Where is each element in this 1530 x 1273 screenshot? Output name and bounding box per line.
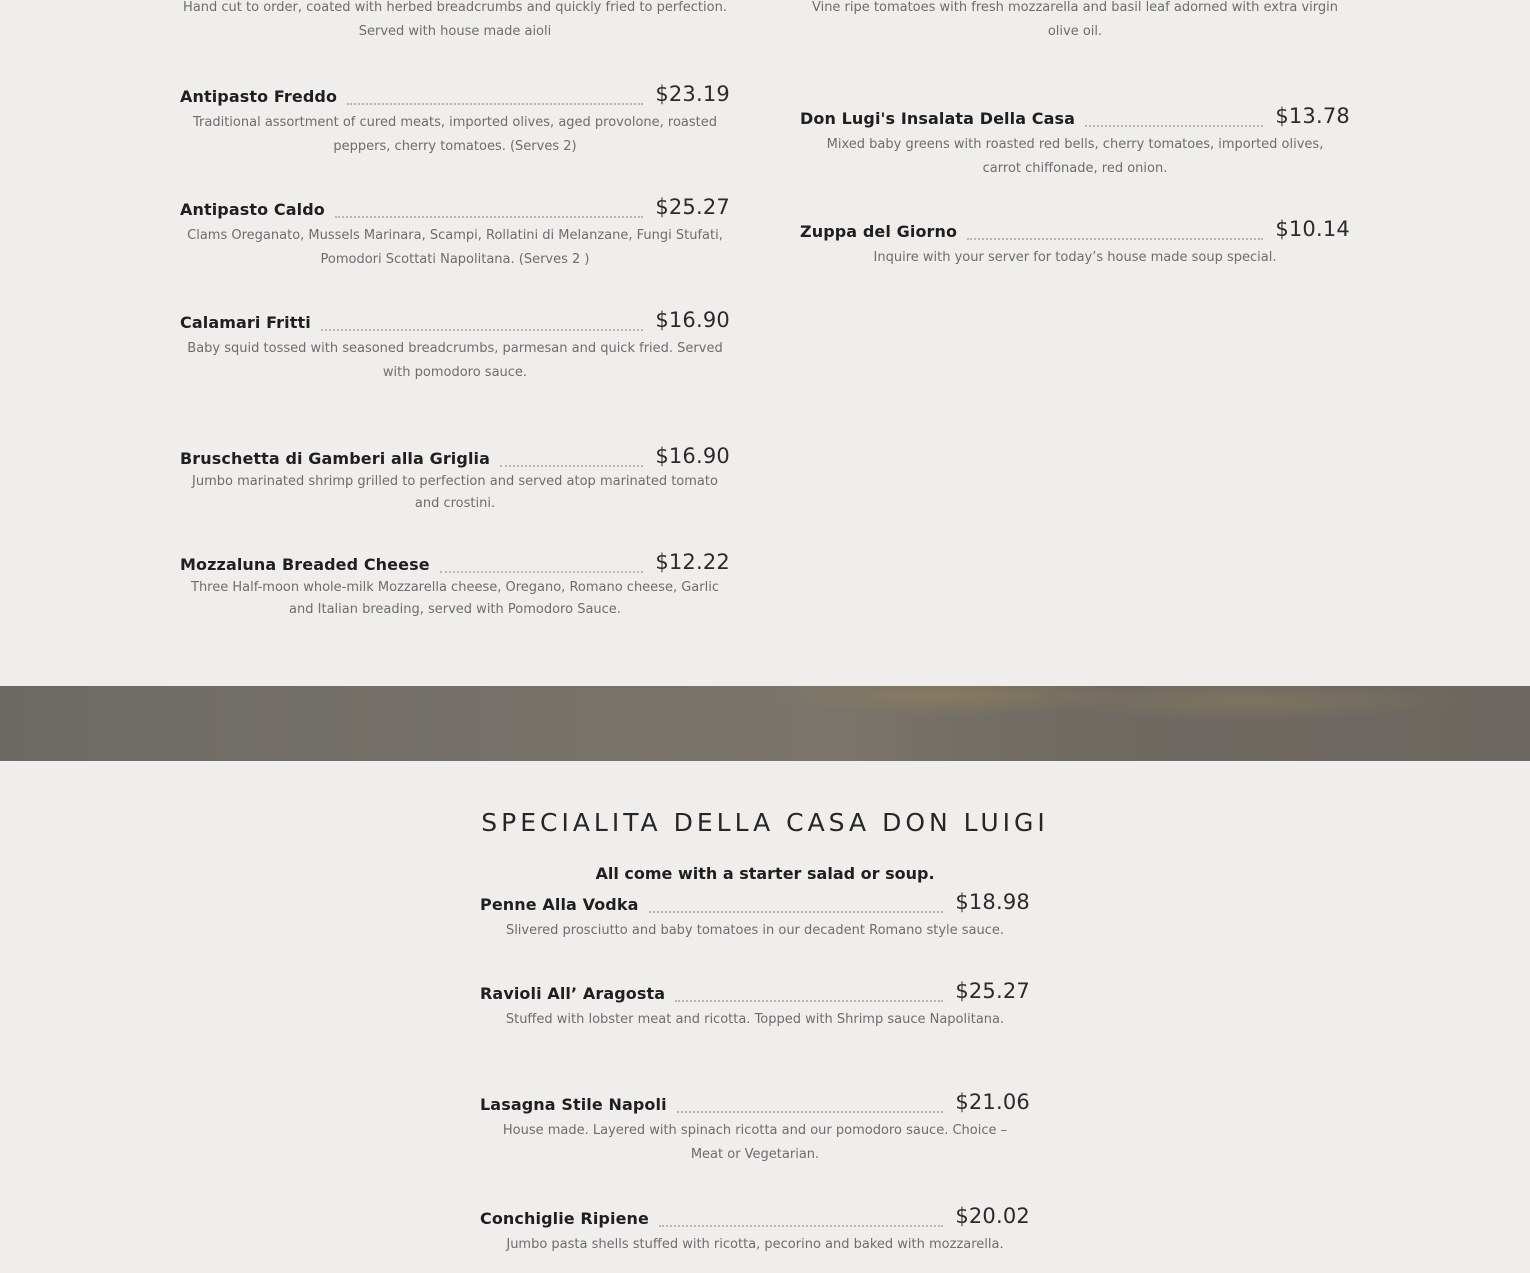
leader-dots	[347, 87, 643, 105]
menu-item-header	[480, 974, 1030, 1004]
menu-item-header	[180, 545, 730, 575]
menu-item-price: $20.02	[955, 1204, 1030, 1228]
menu-item-price: $21.06	[955, 1090, 1030, 1114]
menu-item-price: $23.19	[655, 82, 730, 106]
leader-dots	[321, 313, 644, 331]
menu-item-price: $10.14	[1275, 217, 1350, 241]
leader-dots	[675, 984, 943, 1002]
menu-item-header	[800, 212, 1350, 242]
leader-dots	[500, 449, 643, 467]
menu-item-name: Mozzaluna Breaded Cheese	[180, 555, 430, 574]
menu-item	[480, 1199, 1030, 1257]
menu-item-price: $12.22	[655, 550, 730, 574]
menu-item-name: Ravioli All’ Aragosta	[480, 984, 666, 1003]
leader-dots	[335, 200, 643, 218]
leader-dots	[440, 555, 644, 573]
menu-item-description: Stuffed with lobster meat and ricotta. Topped with Shrimp sauce Napolitana.	[505, 1012, 1005, 1027]
menu-item-description: Clams Oreganato, Mussels Marinara, Scampi, Rollatini di Melanzane, Fungi Stufati, Pomodori Scottati Napolitana. (Serves 2 )	[187, 228, 723, 267]
menu-item-header	[480, 885, 1030, 915]
menu-item-price: $18.98	[955, 890, 1030, 914]
menu-item	[180, 545, 730, 621]
menu-item	[480, 974, 1030, 1032]
menu-item-header	[180, 439, 730, 469]
menu-item-header	[480, 1199, 1030, 1229]
menu-item-description: Mixed baby greens with roasted red bells, cherry tomatoes, imported olives, carrot chiffonade, red onion.	[826, 137, 1324, 176]
menu-item-description: Inquire with your server for today’s house made soup special.	[873, 250, 1277, 265]
menu-item-price: $16.90	[655, 444, 730, 468]
menu-item-name: Don Lugi's Insalata Della Casa	[800, 109, 1076, 128]
menu-item-name: Lasagna Stile Napoli	[480, 1095, 667, 1114]
band-highlight	[1040, 686, 1460, 721]
item-description: Vine ripe tomatoes with fresh mozzarella and basil leaf adorned with extra virgin olive oil.	[811, 0, 1339, 39]
menu-item-description: House made. Layered with spinach ricotta and our pomodoro sauce. Choice – Meat or Vegetarian.	[502, 1123, 1008, 1162]
menu-item	[480, 1085, 1030, 1167]
leader-dots	[967, 222, 1263, 240]
menu-item-name: Bruschetta di Gamberi alla Griglia	[180, 449, 491, 468]
menu-item-price: $13.78	[1275, 104, 1350, 128]
leader-dots	[1085, 109, 1263, 127]
menu-item-header	[180, 77, 730, 107]
leader-dots	[659, 1209, 943, 1227]
menu-item	[480, 885, 1030, 943]
menu-item	[180, 190, 730, 272]
item-description: Hand cut to order, coated with herbed breadcrumbs and quickly fried to perfection. Served with house made aioli	[183, 0, 727, 39]
menu-item-price: $25.27	[655, 195, 730, 219]
menu-item-name: Antipasto Freddo	[180, 87, 338, 106]
leader-dots	[649, 895, 944, 913]
menu-item	[800, 99, 1350, 181]
menu-item-name: Calamari Fritti	[180, 313, 311, 332]
menu-item-description: Slivered prosciutto and baby tomatoes in our decadent Romano style sauce.	[505, 923, 1005, 938]
divider-photo-band	[0, 686, 1530, 761]
menu-item	[180, 439, 730, 515]
menu-item-name: Penne Alla Vodka	[480, 895, 639, 914]
section-subtitle: All come with a starter salad or soup.	[595, 864, 935, 883]
menu-item-description: Traditional assortment of cured meats, imported olives, aged provolone, roasted peppers, cherry tomatoes. (Serves 2)	[193, 115, 717, 154]
menu-item-description: Jumbo pasta shells stuffed with ricotta, pecorino and baked with mozzarella.	[506, 1237, 1004, 1252]
menu-item-name: Antipasto Caldo	[180, 200, 325, 219]
menu-item-header	[480, 1085, 1030, 1115]
menu-item-price: $25.27	[955, 979, 1030, 1003]
menu-item-header	[800, 99, 1350, 129]
menu-item-description: Baby squid tossed with seasoned breadcrumbs, parmesan and quick fried. Served with pomodoro sauce.	[187, 341, 723, 380]
section-title: SPECIALITA DELLA CASA DON LUIGI	[481, 808, 1049, 837]
menu-item-price: $16.90	[655, 308, 730, 332]
menu-item-description: Jumbo marinated shrimp grilled to perfection and served atop marinated tomato and crostini.	[192, 474, 718, 511]
menu-item	[180, 77, 730, 159]
menu-item-header	[180, 303, 730, 333]
leader-dots	[677, 1095, 944, 1113]
menu-item-description: Three Half-moon whole-milk Mozzarella cheese, Oregano, Romano cheese, Garlic and Italian breading, served with Pomodoro Sauce.	[191, 580, 719, 617]
menu-item-name: Zuppa del Giorno	[800, 222, 958, 241]
menu-item-name: Conchiglie Ripiene	[480, 1209, 649, 1228]
menu-item	[800, 212, 1350, 270]
menu-item	[180, 303, 730, 385]
menu-item-header	[180, 190, 730, 220]
